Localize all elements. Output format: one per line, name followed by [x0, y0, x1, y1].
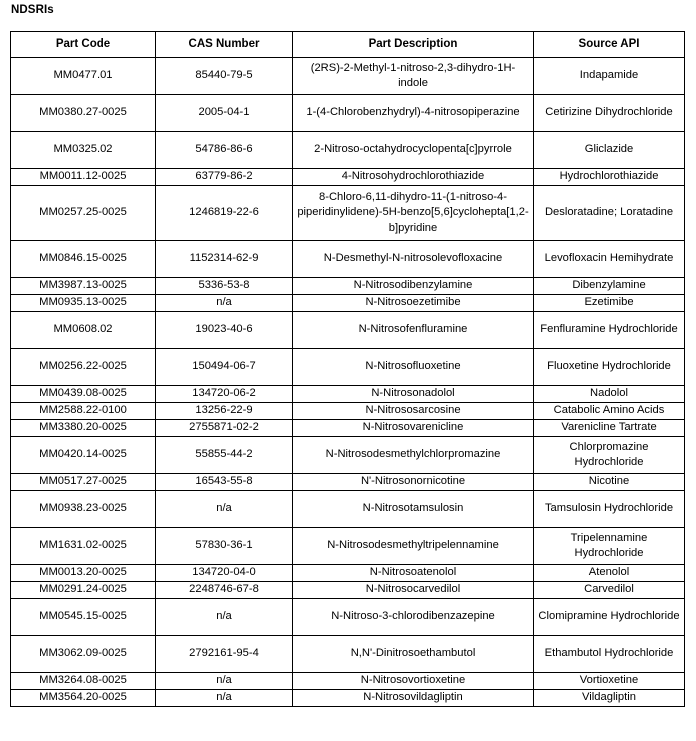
cell-source-api: Tripelennamine Hydrochloride [534, 528, 685, 565]
cell-part-code: MM0380.27-0025 [11, 95, 156, 132]
cell-source-api: Ezetimibe [534, 295, 685, 312]
cell-part-description: N'-Nitrosonornicotine [293, 474, 534, 491]
table-row [11, 690, 685, 707]
table-row [11, 349, 685, 386]
table-row [11, 491, 685, 528]
cell-cas-number: 13256-22-9 [156, 403, 293, 420]
cell-part-code: MM0011.12-0025 [11, 169, 156, 186]
cell-part-description: 8-Chloro-6,11-dihydro-11-(1-nitroso-4-piperidinylidene)-5H-benzo[5,6]cyclohepta[1,2-b]pyridine [293, 186, 534, 241]
cell-part-code: MM3062.09-0025 [11, 636, 156, 673]
cell-source-api: Tamsulosin Hydrochloride [534, 491, 685, 528]
cell-cas-number: 63779-86-2 [156, 169, 293, 186]
cell-part-description: N-Nitrosodibenzylamine [293, 278, 534, 295]
ndsris-table [10, 31, 685, 707]
table-row [11, 169, 685, 186]
cell-cas-number: n/a [156, 690, 293, 707]
cell-source-api: Vortioxetine [534, 673, 685, 690]
table-row [11, 186, 685, 241]
cell-part-description: N-Nitrosofluoxetine [293, 349, 534, 386]
table-row [11, 474, 685, 491]
cell-cas-number: 16543-55-8 [156, 474, 293, 491]
cell-cas-number: 134720-04-0 [156, 565, 293, 582]
cell-part-code: MM0291.24-0025 [11, 582, 156, 599]
table-header [11, 32, 685, 58]
cell-part-description: 1-(4-Chlorobenzhydryl)-4-nitrosopiperazine [293, 95, 534, 132]
cell-source-api: Ethambutol Hydrochloride [534, 636, 685, 673]
table-row [11, 599, 685, 636]
cell-part-description: N-Nitrosodesmethyltripelennamine [293, 528, 534, 565]
cell-cas-number: 2248746-67-8 [156, 582, 293, 599]
cell-source-api: Gliclazide [534, 132, 685, 169]
cell-source-api: Desloratadine; Loratadine [534, 186, 685, 241]
cell-part-code: MM3380.20-0025 [11, 420, 156, 437]
cell-part-code: MM0420.14-0025 [11, 437, 156, 474]
cell-part-description: N-Nitrosocarvedilol [293, 582, 534, 599]
cell-part-code: MM1631.02-0025 [11, 528, 156, 565]
cell-part-code: MM2588.22-0100 [11, 403, 156, 420]
cell-part-code: MM0256.22-0025 [11, 349, 156, 386]
cell-part-description: N-Nitrosovortioxetine [293, 673, 534, 690]
cell-source-api: Indapamide [534, 58, 685, 95]
cell-source-api: Nicotine [534, 474, 685, 491]
cell-part-code: MM3264.08-0025 [11, 673, 156, 690]
cell-cas-number: 1152314-62-9 [156, 241, 293, 278]
cell-cas-number: n/a [156, 295, 293, 312]
cell-part-description: N-Nitrosovildagliptin [293, 690, 534, 707]
cell-source-api: Fluoxetine Hydrochloride [534, 349, 685, 386]
cell-part-code: MM0477.01 [11, 58, 156, 95]
cell-cas-number: n/a [156, 673, 293, 690]
cell-part-code: MM0938.23-0025 [11, 491, 156, 528]
cell-part-description: N-Nitrosoezetimibe [293, 295, 534, 312]
cell-source-api: Catabolic Amino Acids [534, 403, 685, 420]
table-row [11, 636, 685, 673]
table-row [11, 58, 685, 95]
cell-part-code: MM0846.15-0025 [11, 241, 156, 278]
table-row [11, 312, 685, 349]
cell-part-description: N-Nitrosoatenolol [293, 565, 534, 582]
table-row [11, 420, 685, 437]
cell-source-api: Varenicline Tartrate [534, 420, 685, 437]
cell-source-api: Chlorpromazine Hydrochloride [534, 437, 685, 474]
cell-part-description: N-Nitrosovarenicline [293, 420, 534, 437]
cell-cas-number: 55855-44-2 [156, 437, 293, 474]
table-row [11, 132, 685, 169]
cell-part-description: 2-Nitroso-octahydrocyclopenta[c]pyrrole [293, 132, 534, 169]
cell-source-api: Carvedilol [534, 582, 685, 599]
cell-part-code: MM0257.25-0025 [11, 186, 156, 241]
cell-cas-number: 150494-06-7 [156, 349, 293, 386]
cell-source-api: Nadolol [534, 386, 685, 403]
cell-source-api: Hydrochlorothiazide [534, 169, 685, 186]
table-row [11, 95, 685, 132]
cell-source-api: Dibenzylamine [534, 278, 685, 295]
cell-part-code: MM3564.20-0025 [11, 690, 156, 707]
cell-part-description: N-Nitroso-3-chlorodibenzazepine [293, 599, 534, 636]
table-row [11, 565, 685, 582]
cell-cas-number: 57830-36-1 [156, 528, 293, 565]
cell-source-api: Vildagliptin [534, 690, 685, 707]
cell-part-description: N,N'-Dinitrosoethambutol [293, 636, 534, 673]
table-row [11, 528, 685, 565]
cell-part-description: N-Nitrosotamsulosin [293, 491, 534, 528]
cell-part-code: MM0013.20-0025 [11, 565, 156, 582]
cell-part-code: MM0517.27-0025 [11, 474, 156, 491]
cell-part-description: N-Nitrosofenfluramine [293, 312, 534, 349]
cell-part-description: N-Nitrosodesmethylchlorpromazine [293, 437, 534, 474]
cell-part-code: MM0545.15-0025 [11, 599, 156, 636]
table-row [11, 386, 685, 403]
column-header-source-api: Source API [534, 32, 685, 58]
column-header-part-code: Part Code [11, 32, 156, 58]
cell-part-code: MM3987.13-0025 [11, 278, 156, 295]
cell-source-api: Levofloxacin Hemihydrate [534, 241, 685, 278]
cell-cas-number: 1246819-22-6 [156, 186, 293, 241]
cell-source-api: Atenolol [534, 565, 685, 582]
cell-cas-number: 19023-40-6 [156, 312, 293, 349]
cell-cas-number: 2005-04-1 [156, 95, 293, 132]
cell-part-description: (2RS)-2-Methyl-1-nitroso-2,3-dihydro-1H-indole [293, 58, 534, 95]
table-row [11, 295, 685, 312]
cell-cas-number: 85440-79-5 [156, 58, 293, 95]
cell-cas-number: 2755871-02-2 [156, 420, 293, 437]
cell-part-description: N-Nitrosonadolol [293, 386, 534, 403]
column-header-cas-number: CAS Number [156, 32, 293, 58]
cell-cas-number: 54786-86-6 [156, 132, 293, 169]
cell-source-api: Fenfluramine Hydrochloride [534, 312, 685, 349]
ndsris-table-container [10, 31, 684, 707]
cell-source-api: Clomipramine Hydrochloride [534, 599, 685, 636]
page-title: NDSRIs [11, 4, 54, 16]
table-row [11, 241, 685, 278]
cell-part-code: MM0935.13-0025 [11, 295, 156, 312]
column-header-part-description: Part Description [293, 32, 534, 58]
cell-part-description: N-Desmethyl-N-nitrosolevofloxacine [293, 241, 534, 278]
cell-part-code: MM0439.08-0025 [11, 386, 156, 403]
cell-cas-number: n/a [156, 491, 293, 528]
cell-part-description: N-Nitrososarcosine [293, 403, 534, 420]
cell-cas-number: n/a [156, 599, 293, 636]
table-row [11, 278, 685, 295]
table-row [11, 673, 685, 690]
cell-cas-number: 5336-53-8 [156, 278, 293, 295]
cell-cas-number: 134720-06-2 [156, 386, 293, 403]
cell-part-code: MM0608.02 [11, 312, 156, 349]
cell-part-description: 4-Nitrosohydrochlorothiazide [293, 169, 534, 186]
table-row [11, 403, 685, 420]
table-row [11, 437, 685, 474]
table-header-row [11, 32, 685, 58]
cell-source-api: Cetirizine Dihydrochloride [534, 95, 685, 132]
table-body [11, 58, 685, 707]
table-row [11, 582, 685, 599]
cell-cas-number: 2792161-95-4 [156, 636, 293, 673]
cell-part-code: MM0325.02 [11, 132, 156, 169]
